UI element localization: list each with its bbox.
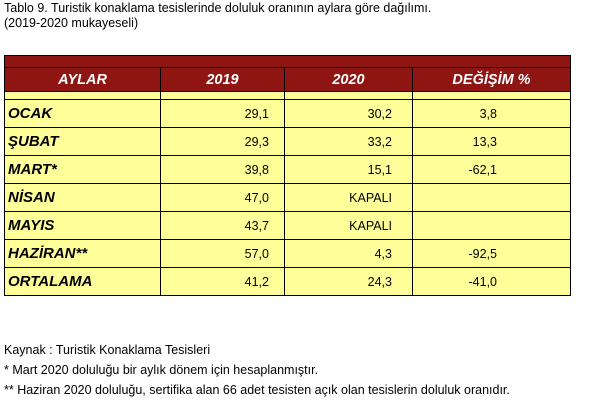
- footnote-march: * Mart 2020 doluluğu bir aylık dönem için hesaplanmıştır.: [4, 363, 319, 377]
- change-cell: -41,0: [413, 268, 571, 296]
- value-2019-cell: 43,7: [161, 212, 285, 240]
- month-cell: MAYIS: [5, 212, 161, 240]
- value-2020-cell: KAPALI: [285, 184, 413, 212]
- value-2019-cell: 41,2: [161, 268, 285, 296]
- month-cell: ŞUBAT: [5, 128, 161, 156]
- table-notes: [4, 343, 510, 403]
- header-change: DEĞİŞİM %: [413, 68, 571, 92]
- spacer-row: [5, 92, 571, 100]
- value-2019-cell: 57,0: [161, 240, 285, 268]
- month-cell: MART*: [5, 156, 161, 184]
- change-cell: [413, 184, 571, 212]
- value-2020-cell: 24,3: [285, 268, 413, 296]
- change-cell: [413, 212, 571, 240]
- month-cell: OCAK: [5, 100, 161, 128]
- table-row: [5, 184, 571, 212]
- month-cell: NİSAN: [5, 184, 161, 212]
- table-row: [5, 240, 571, 268]
- header-months: AYLAR: [5, 68, 161, 92]
- source-note: Kaynak : Turistik Konaklama Tesisleri: [4, 343, 211, 357]
- header-2019: 2019: [161, 68, 285, 92]
- change-cell: 13,3: [413, 128, 571, 156]
- header-row: [5, 68, 571, 92]
- month-cell: ORTALAMA: [5, 268, 161, 296]
- table-row: [5, 128, 571, 156]
- header-2020: 2020: [285, 68, 413, 92]
- value-2020-cell: 15,1: [285, 156, 413, 184]
- table-row: [5, 212, 571, 240]
- table-row: [5, 156, 571, 184]
- caption-subtitle: (2019-2020 mukayeseli): [4, 16, 139, 30]
- change-cell: 3,8: [413, 100, 571, 128]
- header-band: [5, 56, 571, 68]
- change-cell: -62,1: [413, 156, 571, 184]
- change-cell: -92,5: [413, 240, 571, 268]
- value-2019-cell: 29,1: [161, 100, 285, 128]
- value-2019-cell: 29,3: [161, 128, 285, 156]
- table-row-average: [5, 268, 571, 296]
- occupancy-table: [4, 55, 571, 296]
- value-2020-cell: KAPALI: [285, 212, 413, 240]
- table-caption: [4, 1, 431, 31]
- value-2019-cell: 47,0: [161, 184, 285, 212]
- value-2020-cell: 4,3: [285, 240, 413, 268]
- value-2019-cell: 39,8: [161, 156, 285, 184]
- month-cell: HAZİRAN**: [5, 240, 161, 268]
- table-row: [5, 100, 571, 128]
- value-2020-cell: 30,2: [285, 100, 413, 128]
- footnote-june: ** Haziran 2020 doluluğu, sertifika alan 66 adet tesisten açık olan tesislerin doluluk oranıdır.: [4, 383, 510, 397]
- value-2020-cell: 33,2: [285, 128, 413, 156]
- caption-title: Tablo 9. Turistik konaklama tesislerinde doluluk oranının aylara göre dağılımı.: [4, 1, 432, 15]
